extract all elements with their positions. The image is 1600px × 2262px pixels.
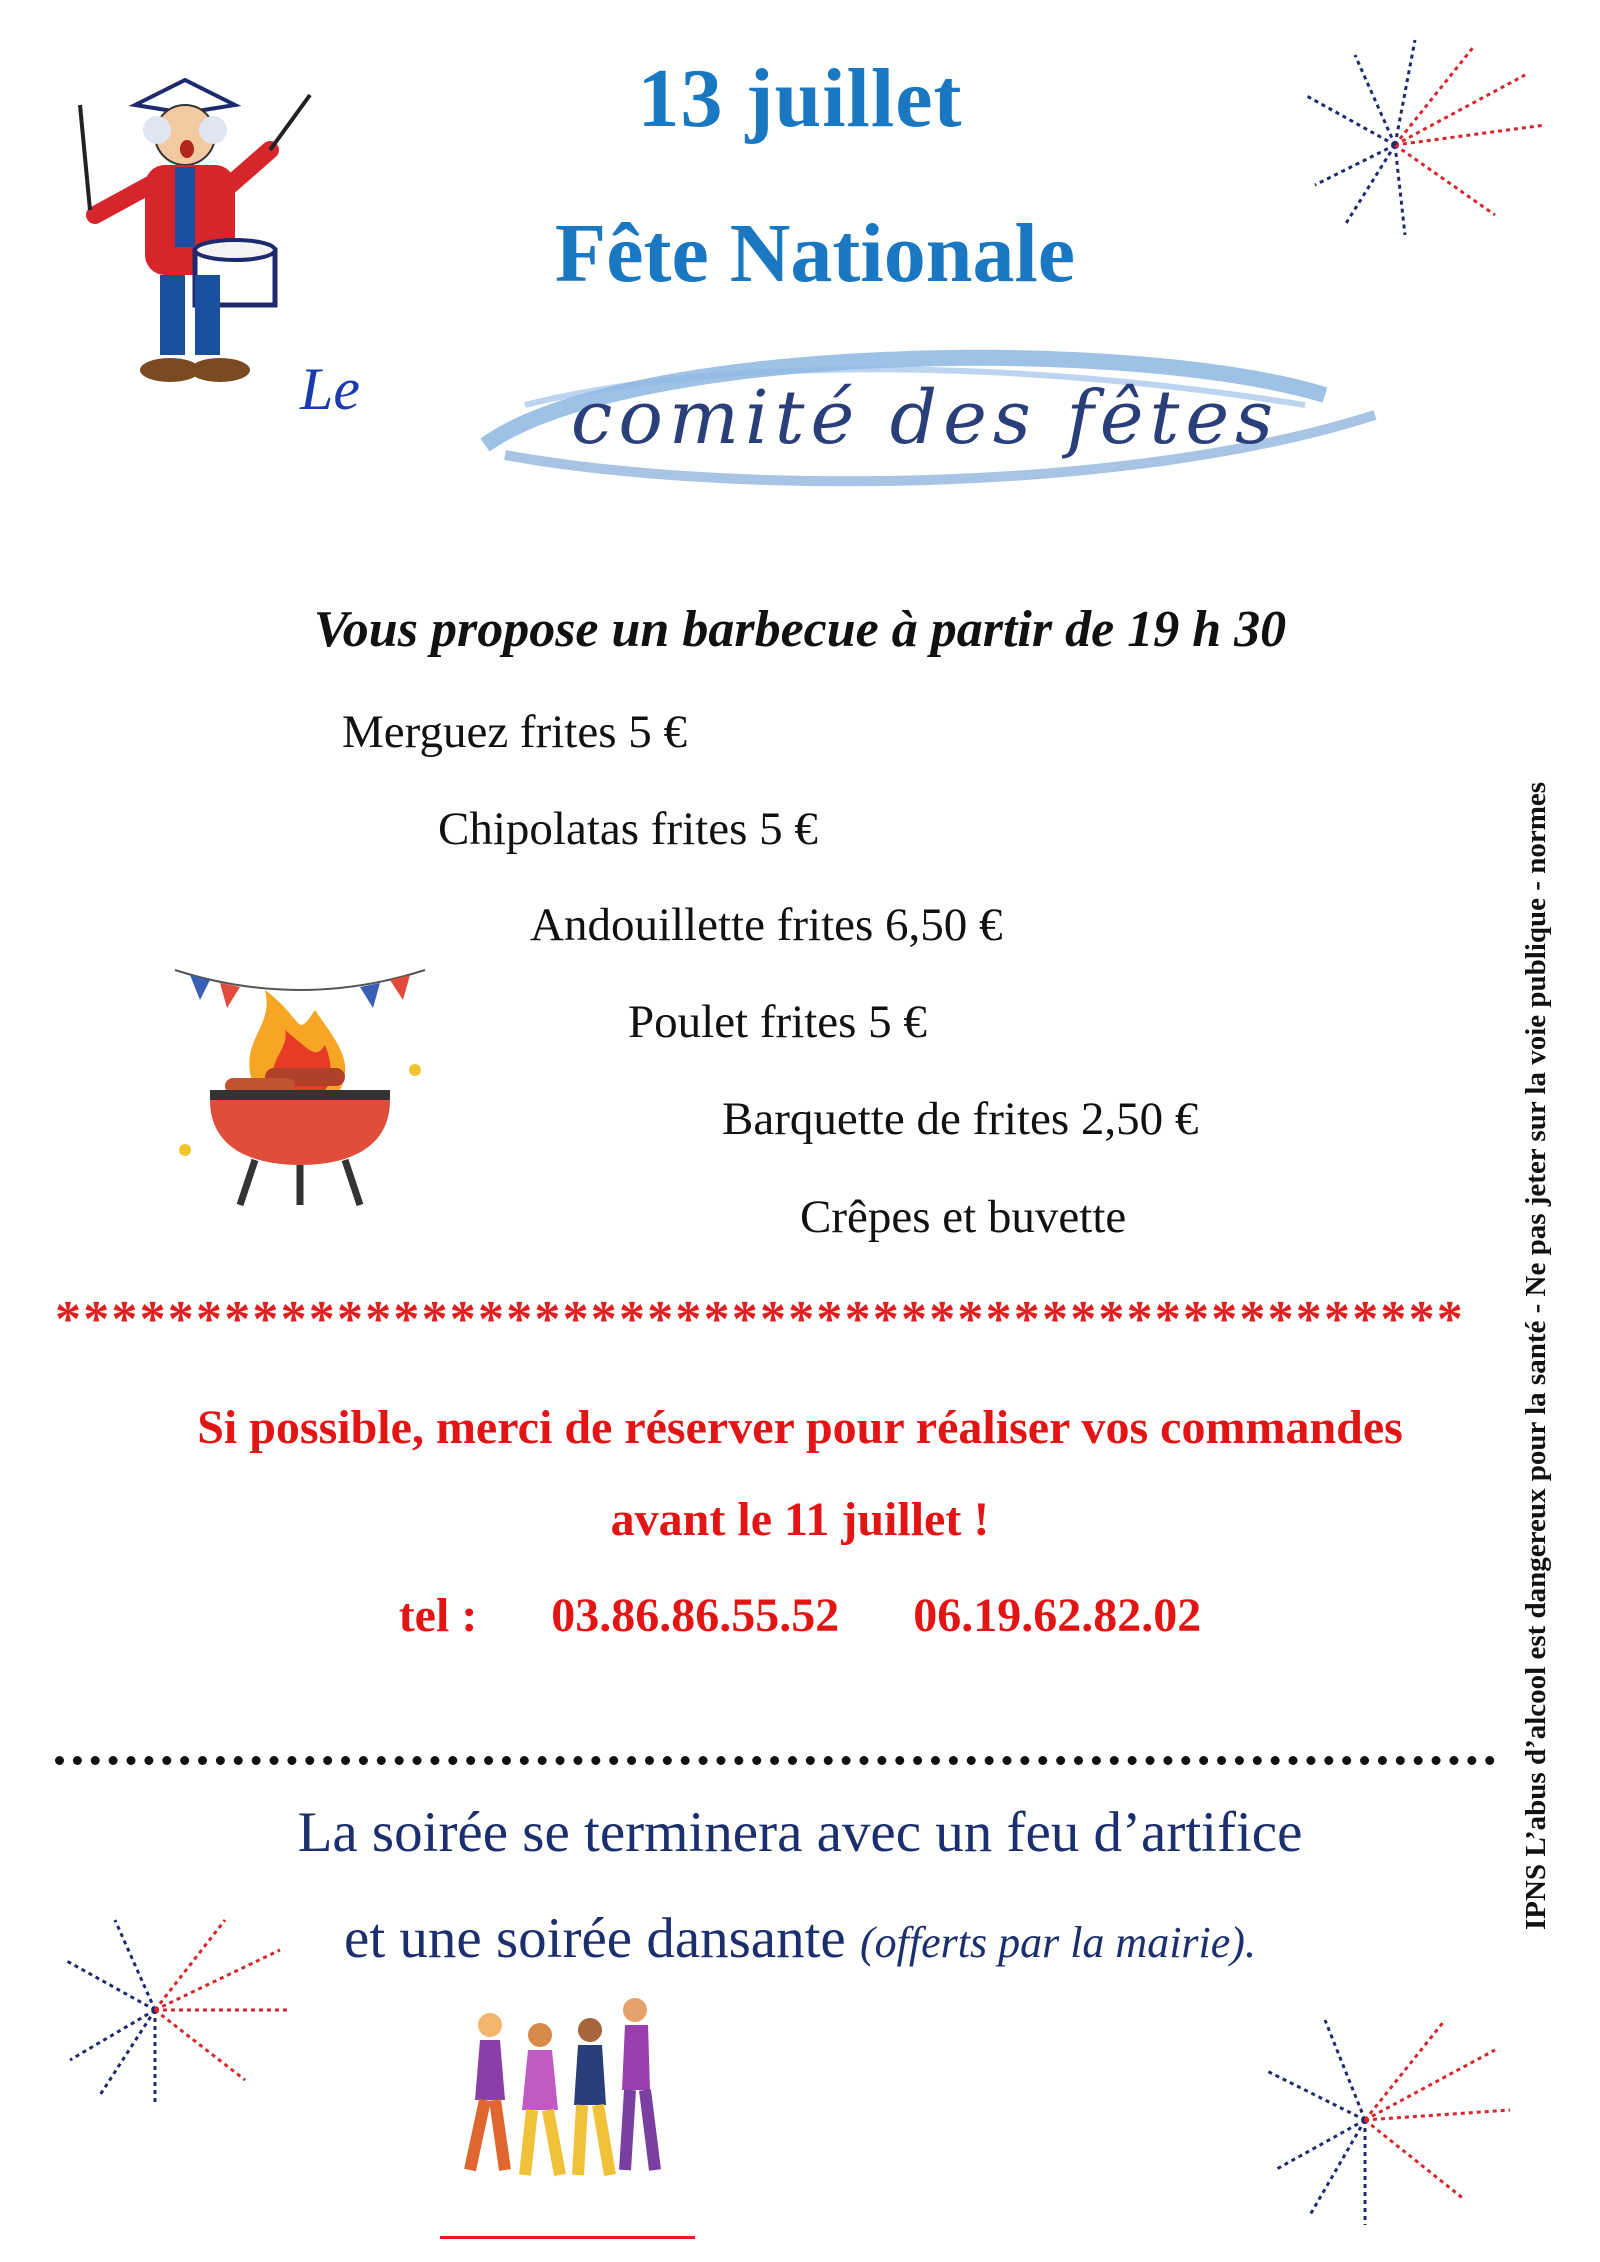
phone-number-1[interactable]: 03.86.86.55.52 bbox=[551, 1589, 840, 1642]
mairie-note: (offerts par la mairie). bbox=[859, 1918, 1256, 1967]
barbecue-intro: Vous propose un barbecue à partir de 19 h 30 bbox=[313, 601, 1287, 658]
dotted-divider bbox=[55, 1756, 1495, 1765]
menu-item: Poulet frites 5 € bbox=[628, 996, 927, 1048]
closing-line-1: La soirée se terminera avec un feu d’artifice bbox=[297, 1801, 1303, 1864]
red-underline bbox=[440, 2236, 695, 2239]
dancers-icon bbox=[450, 1990, 670, 2190]
menu-item: Crêpes et buvette bbox=[800, 1191, 1127, 1243]
event-date: 13 juillet bbox=[637, 52, 963, 145]
le-label: Le bbox=[300, 356, 360, 422]
barbecue-icon bbox=[165, 950, 435, 1210]
menu-item: Merguez frites 5 € bbox=[342, 706, 687, 758]
event-title: Fête Nationale bbox=[554, 207, 1076, 300]
comite-logo-text: comité des fêtes bbox=[570, 375, 1280, 461]
comite-logo bbox=[425, 335, 1425, 495]
reservation-line-2: avant le 11 juillet ! bbox=[610, 1493, 990, 1546]
closing-text: et une soirée dansante bbox=[344, 1907, 846, 1970]
legal-notice: IPNS L’abus d’alcool est dangereux pour la santé - Ne pas jeter sur la voie publique - normes bbox=[1520, 781, 1552, 1930]
menu-item: Barquette de frites 2,50 € bbox=[722, 1093, 1199, 1145]
menu-item: Chipolatas frites 5 € bbox=[438, 803, 818, 855]
reservation-line-1: Si possible, merci de réserver pour réaliser vos commandes bbox=[197, 1401, 1403, 1454]
phone-number-2[interactable]: 06.19.62.82.02 bbox=[913, 1589, 1202, 1642]
fireworks-icon bbox=[1295, 35, 1555, 245]
tel-label: tel : bbox=[398, 1589, 478, 1642]
fireworks-icon bbox=[55, 1910, 295, 2110]
separator-stars: ************************************************** bbox=[55, 1291, 1465, 1348]
menu-item: Andouillette frites 6,50 € bbox=[530, 899, 1003, 951]
phone-line bbox=[0, 1588, 1600, 1643]
fireworks-icon bbox=[1255, 2010, 1515, 2230]
